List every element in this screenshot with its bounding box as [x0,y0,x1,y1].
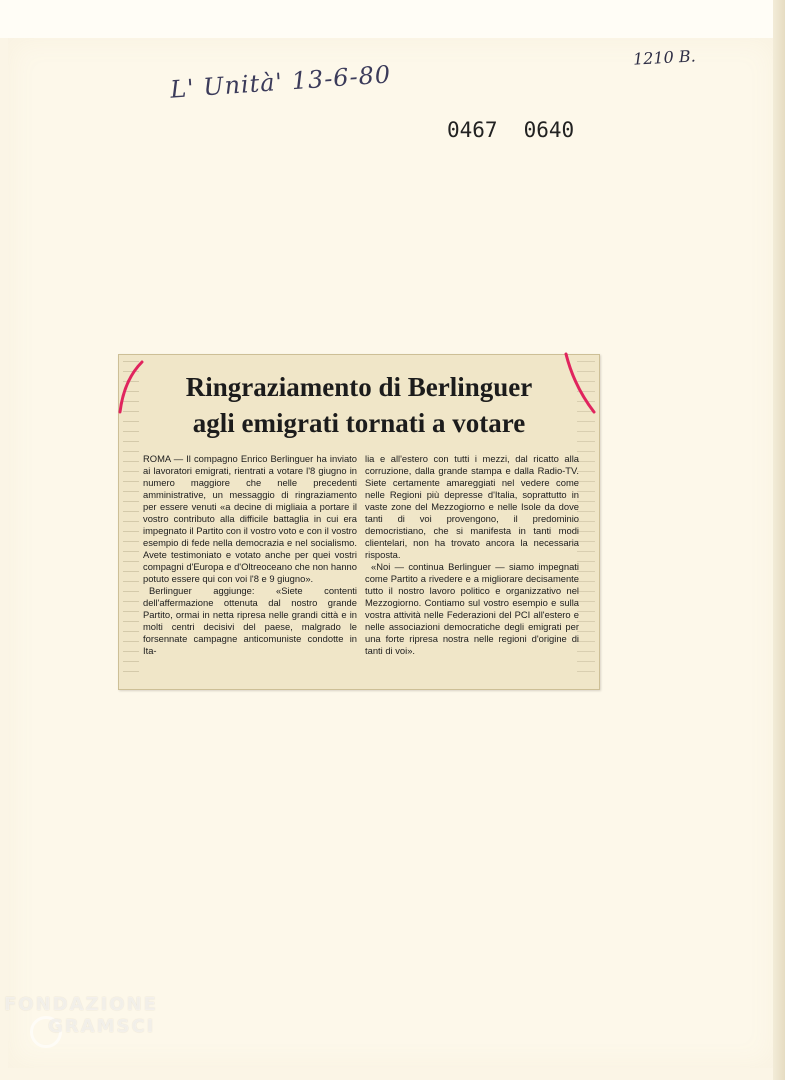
article-column-1 [143,453,357,657]
newspaper-clipping [118,354,600,690]
pen-mark-right [560,352,600,416]
headline-line-2: agli emigrati tornati a votare [192,408,526,438]
pen-mark-left [112,358,152,418]
handwritten-archive-code: 1210 B. [632,46,697,69]
article-headline [141,369,577,441]
headline-line-1: Ringraziamento di Berlinguer [185,372,533,402]
stamped-archive-codes [447,118,574,142]
article-body [143,453,579,657]
handwritten-source-date: L' Unità' 13-6-80 [169,60,392,104]
paragraph: ROMA — Il compagno Enrico Berlinguer ha inviato ai lavoratori emigrati, rientrati a votare l'8 giugno in numero maggiore che nelle precedenti amministrative, un messaggio di ringraziamento per essere venuti «a decine di migliaia a portare il vostro contributo alla difficile battaglia in cui era impegnato il Partito con il vostro voto e con il vostro esempio di fede nella democrazia e nel socialismo. Avete testimoniato e votato anche per quei vostri compagni d'Europa e d'Oltreoceano che non hanno potuto essere qui con voi l'8 e 9 giugno». [143,453,357,584]
stamped-code-1: 0467 [447,118,498,142]
paragraph: lia e all'estero con tutti i mezzi, dal ricatto alla corruzione, dalla grande stampa e dalla Radio-TV. Siete certamente amareggiati nel vedere come nelle Regioni più depresse d'Italia, soprattutto in vaste zone del Mezzogiorno e nelle Isole da dove tanti di voi provengono, il predominio democristiano, che si manifesta in tanti modi clientelari, non ha trovato ancora la necessaria risposta. [365,453,579,560]
watermark-line-1: FONDAZIONE [4,994,158,1015]
scan-right-edge [773,0,785,1080]
watermark-line-2: GRAMSCI [48,1016,156,1037]
paragraph: Berlinguer aggiunge: «Siete contenti dell'affermazione ottenuta dal nostro grande Partito, ormai in netta ripresa nelle grandi città e in molti centri decisivi del paese, malgrado le forsennate campagne anticomuniste condotte in Ita- [143,585,357,656]
watermark [4,994,158,1038]
article-column-2 [365,453,579,657]
stamped-code-2: 0640 [523,118,575,142]
scan-top-edge [0,0,785,38]
paragraph: «Noi — continua Berlinguer — siamo impegnati come Partito a rivedere e a migliorare decisamente tutto il nostro lavoro politico e organizzativo nel Mezzogiorno. Contiamo sul vostro esempio e sulla vostra attività nelle Federazioni del PCI all'estero e nelle associazioni democratiche degli emigrati per una forte ripresa nostra nelle regioni d'origine di tanti di voi». [365,561,579,656]
